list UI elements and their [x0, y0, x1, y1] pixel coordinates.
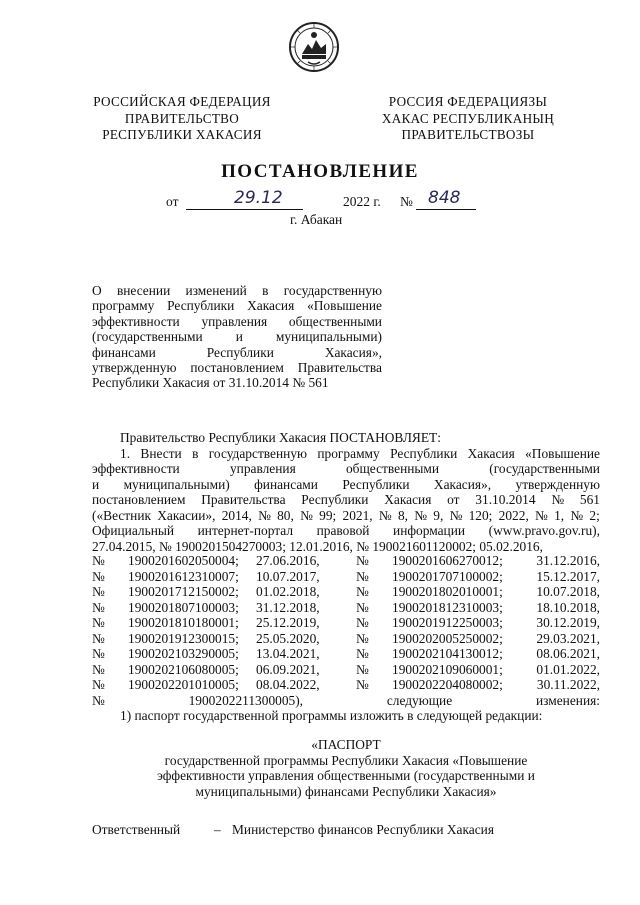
word: Хакасия», [324, 344, 382, 360]
act-number: 1900201807100003; [128, 599, 239, 615]
number-underline [416, 209, 476, 210]
subject-line [92, 329, 382, 344]
word: постановлением [190, 360, 284, 376]
header-left-line: ПРАВИТЕЛЬСТВО [124, 110, 240, 126]
coat-of-arms-emblem [288, 20, 340, 74]
act-date: 08.04.2022, [256, 677, 320, 692]
word: 2014, [221, 507, 252, 523]
act-number: 1900201707100002; [392, 568, 503, 584]
act-number: 1900202109060001; [392, 661, 503, 677]
decree-line [92, 430, 600, 446]
act-no-sign: № [356, 661, 369, 677]
word: Хакасии», [157, 507, 216, 523]
passport-line: государственной программы Республики Хакасия «Повышение [164, 752, 528, 768]
act-no-sign: № [356, 630, 369, 646]
word: Хакасия [247, 298, 295, 314]
word: Хакасия [467, 445, 515, 461]
word: № [414, 507, 428, 523]
header-right-line: ХАКАС РЕСПУБЛИКАНЫҢ [381, 110, 555, 126]
word: муниципальными) [123, 476, 230, 492]
word: Правительства [201, 492, 286, 507]
acts-tail-block [92, 693, 600, 724]
act-no-sign: № [92, 599, 105, 615]
act-row [92, 646, 600, 662]
act-number: 1900201802010001; [392, 584, 503, 599]
act-number: 1900201912300015; [128, 630, 239, 646]
passport-heading [92, 737, 600, 799]
act-row [92, 553, 600, 569]
act-date: 18.10.2018, [536, 599, 600, 615]
handwritten-number: 848 [428, 188, 461, 208]
subclause-1: 1) паспорт государственной программы изложить в следующей редакции: [120, 708, 543, 723]
act-row [92, 584, 600, 600]
word: 80, [277, 507, 294, 523]
header-right-line: ПРАВИТЕЛЬСТВОЗЫ [401, 127, 535, 142]
word: правовой [316, 523, 370, 538]
word: 9, [433, 507, 444, 523]
act-date: 06.09.2021, [256, 661, 320, 677]
paragraph-line [92, 446, 600, 462]
word: программу [92, 298, 155, 314]
paragraph-1 [92, 446, 600, 555]
passport-line: эффективности управления общественными (государственными и [157, 768, 535, 783]
word: («Вестник [92, 507, 151, 523]
word: утвержденную [515, 476, 600, 492]
date-from-label: от [166, 194, 179, 209]
word: Хакасия», [433, 476, 492, 492]
responsible-value: Министерство финансов Республики Хакасия [232, 822, 494, 837]
act-row [92, 600, 600, 616]
word: № [570, 507, 584, 523]
word: программу [317, 445, 380, 461]
act-date: 31.12.2018, [256, 599, 320, 615]
subject-line [92, 283, 382, 298]
subject-block [92, 283, 382, 391]
passport-line: муниципальными) финансами Республики Хакасия» [195, 783, 497, 799]
word: Хакасия [384, 492, 432, 507]
word: Официальный [92, 523, 175, 538]
word: утвержденную [92, 360, 177, 376]
word: государственную [208, 445, 308, 461]
word: (государственными [92, 329, 203, 345]
word: 2022, [498, 507, 529, 523]
act-date: 13.04.2021, [256, 646, 320, 661]
acts-tail [92, 693, 600, 709]
word: Республики [342, 476, 410, 492]
word: 120; [468, 507, 493, 523]
paragraph-line [92, 461, 600, 477]
act-number: 1900202201010005; [128, 677, 239, 692]
act-no-sign: № [356, 568, 369, 584]
document-title: ПОСТАНОВЛЕНИЕ [221, 161, 419, 182]
word: финансами [254, 476, 318, 492]
act-row [92, 631, 600, 647]
act-no-sign: № [92, 615, 105, 630]
word: 1. [120, 445, 131, 461]
header-left-line: РЕСПУБЛИКИ ХАКАСИЯ [102, 127, 262, 142]
act-no-sign: № [356, 646, 369, 661]
act-row [92, 662, 600, 678]
act-row [92, 569, 600, 585]
word: от [447, 492, 460, 507]
subject-line [92, 345, 382, 360]
word: и [92, 476, 100, 492]
date-underline [186, 209, 303, 210]
act-no-sign: № [92, 568, 105, 584]
word: изменений [185, 283, 247, 298]
word: № [258, 507, 271, 523]
act-no-sign: № [92, 553, 105, 568]
act-date: 30.12.2019, [536, 615, 600, 630]
subject-line [92, 314, 382, 329]
word: общественными [345, 461, 440, 476]
act-no-sign: № [92, 630, 105, 646]
word: № [551, 492, 565, 507]
word: управления [201, 313, 268, 329]
word: следующие [386, 692, 453, 708]
act-no-sign: № [356, 584, 369, 599]
responsible-dash: – [214, 822, 221, 837]
word: финансами [92, 344, 156, 360]
word: Внести [140, 445, 182, 461]
act-date: 01.01.2022, [536, 661, 600, 677]
date-year: 2022 г. [343, 194, 381, 209]
act-number: 1900202106080005; [128, 661, 239, 677]
word: «Повышение [307, 298, 382, 314]
act-no-sign: № [356, 677, 369, 692]
word: эффективности [92, 461, 180, 476]
act-no-sign: № [356, 615, 369, 630]
act-no-sign: № [356, 553, 369, 568]
word: Республики [301, 492, 369, 507]
act-number: 1900201712150002; [128, 584, 239, 599]
word: (www.pravo.gov.ru), [488, 523, 600, 538]
paragraph-line [92, 492, 600, 508]
word: № [92, 692, 105, 708]
act-number: 1900201912250003; [392, 615, 503, 630]
decree-text: Правительство Республики Хакасия ПОСТАНОВЛЯЕТ: [120, 430, 441, 445]
word: Республики [206, 344, 274, 360]
act-no-sign: № [92, 646, 105, 661]
act-row [92, 615, 600, 631]
word: О [92, 283, 102, 298]
word: информации [393, 523, 466, 538]
subject-line [92, 298, 382, 313]
act-no-sign: № [356, 599, 369, 615]
word: эффективности [92, 313, 180, 329]
act-no-sign: № [92, 677, 105, 692]
number-label: № [400, 194, 413, 209]
act-number: 1900201812310003; [392, 599, 503, 615]
act-number: 1900202005250002; [392, 630, 503, 646]
act-number: 1900202204080002; [392, 677, 503, 692]
act-no-sign: № [92, 661, 105, 677]
word: государственную [283, 283, 382, 298]
header-right-line: РОССИЯ ФЕДЕРАЦИЯЗЫ [388, 94, 548, 109]
header-left [82, 94, 282, 144]
act-number: 1900201810180001; [128, 615, 239, 630]
word: № [449, 507, 463, 523]
word: 2021, [342, 507, 373, 523]
word: 2; [589, 507, 600, 523]
act-date: 01.02.2018, [256, 584, 320, 599]
word: 561 [579, 492, 600, 507]
city: г. Абакан [290, 212, 343, 227]
word: Республики [167, 298, 235, 314]
subject-line: Республики Хакасия от 31.10.2014 № 561 [92, 375, 329, 391]
act-date: 27.06.2016, [256, 553, 320, 568]
header-left-line: РОССИЙСКАЯ ФЕДЕРАЦИЯ [93, 94, 271, 109]
word: изменения: [535, 692, 600, 708]
word: муниципальными) [275, 329, 382, 345]
act-no-sign: № [92, 584, 105, 599]
act-date: 29.03.2021, [536, 630, 600, 646]
word: общественными [288, 313, 382, 329]
subject-line [92, 360, 382, 375]
paragraph-line [92, 508, 600, 524]
word: управления [229, 461, 296, 476]
act-date: 10.07.2018, [536, 584, 600, 599]
passport-title: «ПАСПОРТ [311, 737, 381, 752]
paragraph-line: 27.04.2015, № 1900201504270003; 12.01.2016, № 190021601120002; 05.02.2016, [92, 538, 543, 554]
act-date: 10.07.2017, [256, 568, 320, 584]
act-date: 08.06.2021, [536, 646, 600, 661]
word: в [262, 283, 269, 298]
act-number: 1900202104130012; [392, 646, 503, 661]
responsible-label: Ответственный [92, 822, 181, 837]
word: 1, [554, 507, 565, 523]
word: 1900202211300005), [188, 692, 304, 708]
word: в [192, 445, 199, 461]
act-number: 1900201602050004; [128, 553, 239, 568]
word: «Повышение [525, 445, 600, 461]
paragraph-line [92, 523, 600, 539]
word: Правительства [297, 360, 382, 376]
act-number: 1900202103290005; [128, 646, 239, 661]
word: внесении [116, 283, 171, 298]
act-number: 1900201606270012; [392, 553, 503, 568]
word: № [535, 507, 548, 523]
word: 8, [397, 507, 408, 523]
act-date: 15.12.2017, [536, 568, 600, 584]
word: и [235, 329, 243, 345]
word: (государственными [489, 461, 600, 476]
act-date: 31.12.2016, [536, 553, 600, 568]
word: 99; [319, 507, 337, 523]
word: 31.10.2014 [475, 492, 536, 507]
act-date: 25.12.2019, [256, 615, 320, 630]
word: № [378, 507, 392, 523]
act-date: 30.11.2022, [536, 677, 600, 692]
word: № [300, 507, 313, 523]
word: постановлением [92, 492, 186, 507]
act-row [92, 677, 600, 693]
act-date: 25.05.2020, [256, 630, 320, 646]
acts-list [92, 553, 600, 693]
act-number: 1900201612310007; [128, 568, 239, 584]
handwritten-date: 29.12 [234, 188, 283, 208]
word: интернет-портал [197, 523, 294, 538]
word: Республики [390, 445, 458, 461]
header-right [368, 94, 568, 144]
paragraph-line [92, 477, 600, 493]
